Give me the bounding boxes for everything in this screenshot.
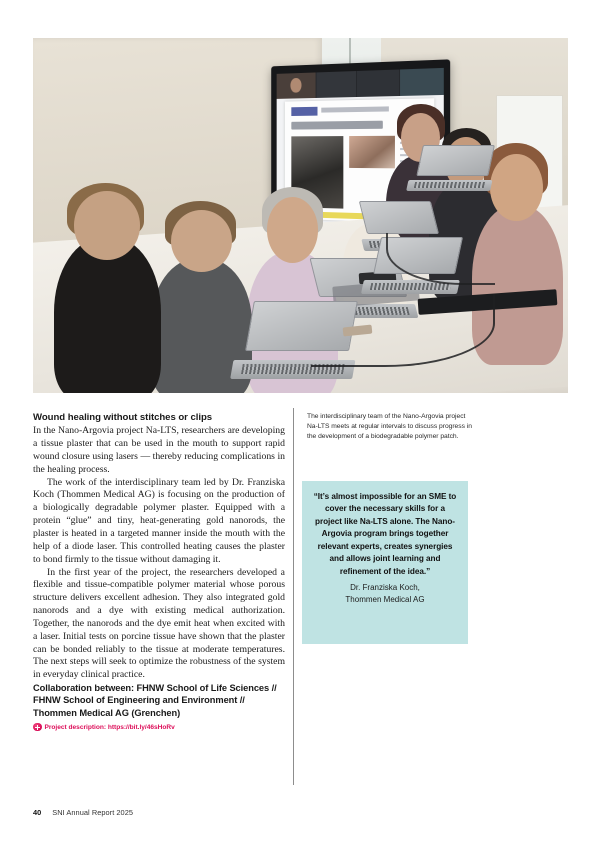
article-body	[33, 412, 285, 731]
footer-page-number: 40	[33, 808, 42, 817]
slide-logo	[291, 107, 317, 116]
article-paragraph-3: In the first year of the project, the researchers developed a flexible and tissue-compatible polymer material whose porous structure delivers excellent adhesion. They also integrated gold nanorods and a dye with existing medical authorization. Together, the nanorods and the dye emit heat when excited with a laser. Initial tests on porcine tissue have shown that the plaster can be bonded reliably to the tissue at moderate temperatures. The next steps will seek to optimize the robustness of the system in everyday clinical practice.	[33, 566, 285, 681]
article-paragraph-2: The work of the interdisciplinary team led by Dr. Franziska Koch (Thommen Medical AG) is focusing on the production of a biologically degradable polymer plaster. Equipped with a protein “glue” and tiny, heat-generating gold nanorods, the plaster is heated in a targeted manner inside the mouth with the help of a diode laser. This controlled heating causes the plaster to bond firmly to the tissue without damaging it.	[33, 476, 285, 565]
video-tile	[400, 67, 443, 95]
pull-quote-box	[302, 481, 468, 644]
plus-circle-icon	[33, 723, 42, 732]
team-meeting-photo	[33, 38, 568, 393]
participant-face-icon	[290, 78, 301, 93]
slide-logo-text	[321, 107, 388, 113]
head	[267, 197, 318, 263]
person-seated-left-front	[54, 237, 161, 393]
video-call-participant-strip	[277, 67, 443, 98]
collaboration-note: Collaboration between: FHNW School of Life Sciences // FHNW School of Engineering and Environment // Thommen Medical AG (Grenchen)	[33, 683, 277, 718]
laptop-keyboard	[414, 182, 485, 188]
sidebar	[307, 412, 477, 442]
laptop-lid	[359, 201, 439, 234]
laptop	[413, 145, 492, 191]
video-tile	[316, 71, 356, 98]
head	[74, 191, 140, 260]
pull-quote-text: “It’s almost impossible for an SME to cover the necessary skills for a project like Na-LTS alone. The Nano-Argovia program brings together relevant experts, creates synergies and allows joint learning and refinement of the idea.”	[313, 492, 457, 576]
slide-title-text	[291, 120, 382, 129]
pull-quote-author: Dr. Franziska Koch,	[350, 583, 420, 593]
article-paragraph-1: In the Nano-Argovia project Na-LTS, researchers are developing a tissue plaster that can be used in the mouth to support rapid wound closure using lasers — thereby reducing complications in the healing process.	[33, 425, 285, 475]
pull-quote-organization: Thommen Medical AG	[345, 594, 425, 604]
column-divider	[293, 408, 294, 785]
project-description-link[interactable]	[33, 723, 285, 732]
video-tile	[277, 72, 316, 99]
page-footer	[33, 808, 133, 817]
slide-image-right	[349, 136, 394, 168]
article-headline: Wound healing without stitches or clips	[33, 412, 213, 423]
project-description-link-label: Project description: https://bit.ly/46sHoRv	[44, 723, 175, 731]
head	[490, 154, 543, 221]
laptop-lid	[417, 145, 495, 176]
video-tile	[357, 69, 399, 97]
head	[171, 210, 232, 272]
laptop-keyboard	[370, 283, 452, 290]
footer-report-title: SNI Annual Report 2025	[52, 808, 134, 817]
photo-caption: The interdisciplinary team of the Nano-Argovia project Na-LTS meets at regular intervals to discuss progress in the development of a biodegradable polymer patch.	[307, 413, 472, 441]
